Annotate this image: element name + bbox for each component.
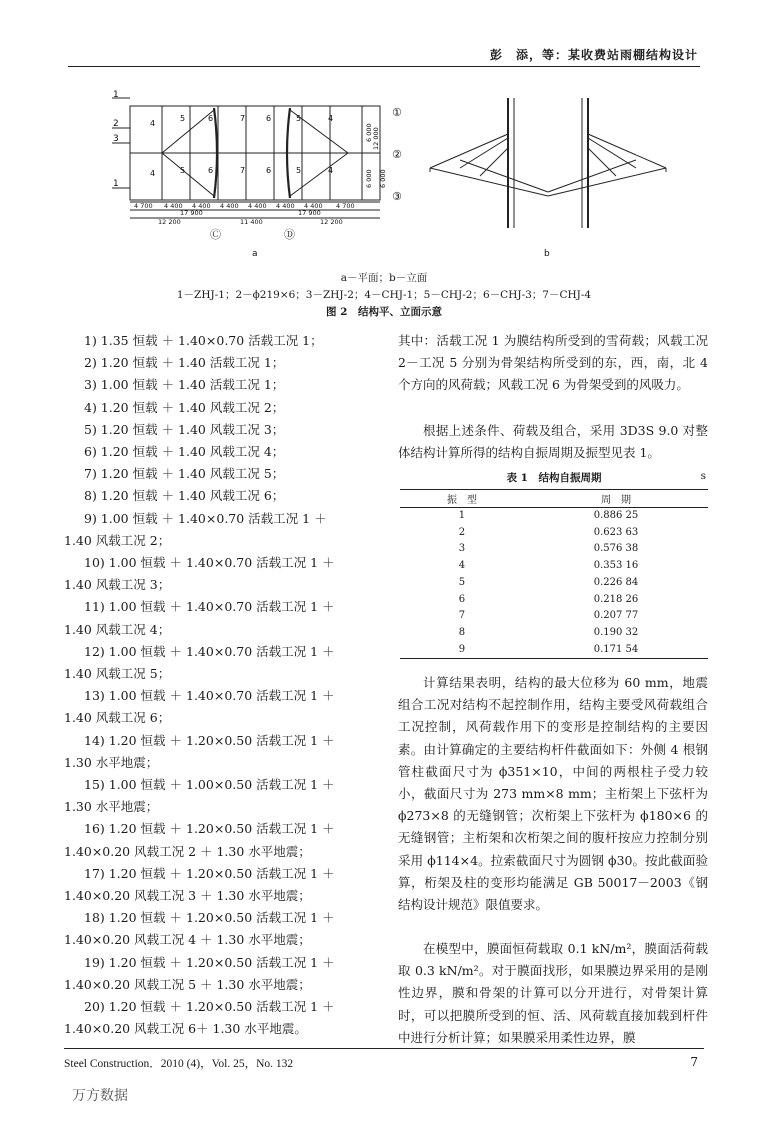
combo-line: 3) 1.00 恒载 ＋ 1.40 活载工况 1； xyxy=(84,377,285,393)
combo-line: 7) 1.20 恒载 ＋ 1.40 风载工况 5； xyxy=(84,466,285,482)
combo-line: 13) 1.00 恒载 ＋ 1.40×0.70 活载工况 1 ＋ xyxy=(84,688,335,704)
combo-line: 17) 1.20 恒载 ＋ 1.20×0.50 活载工况 1 ＋ xyxy=(84,865,335,881)
combo-line: 1.40×0.20 风载工况 6＋ 1.30 水平地震。 xyxy=(64,1021,307,1037)
combo-line: 1.30 水平地震； xyxy=(64,754,159,770)
combo-line: 1.30 水平地震； xyxy=(64,799,159,815)
table-row: 3 0.576 38 xyxy=(458,543,639,555)
page-number: 7 xyxy=(690,1055,698,1069)
paragraph-results: 计算结果表明，结构的最大位移为 60 mm，地震组合工况对结构不起控制作用，结构主要受风荷载组合工况控制，风荷载作用下的变形是控制结构的主要因素。由计算确定的主要结构杆件截面如下：外侧 4 根钢管柱截面尺寸为 ϕ351×10，中间的两根柱子受力较小，截面尺寸为 273 mm×8 mm；主桁架上下弦杆为 ϕ273×8 的无缝钢管；次桁架上下弦杆为 ϕ180×6 的无缝钢管；主桁架和次桁架之间的腹杆按应力控制分别采用 ϕ114×4。拉索截面尺寸为圆钢 ϕ30。按此截面验算，桁架及柱的变形均能满足 GB 50017－2003《钢结构设计规范》限值要求。 xyxy=(398,675,708,913)
dim: 12 000 xyxy=(372,127,380,150)
figure-caption: 图 2 结构平、立面示意 xyxy=(326,306,442,318)
table-row: 6 0.218 26 xyxy=(458,593,639,605)
dim: 11 400 xyxy=(240,218,263,226)
table-row: 2 0.623 63 xyxy=(458,526,639,538)
period-table xyxy=(400,489,708,659)
dim: 4 400 xyxy=(164,202,183,210)
table-row: 4 0.353 16 xyxy=(458,560,639,572)
plan-left-labels xyxy=(113,90,119,189)
table-row: 5 0.226 84 xyxy=(458,576,639,588)
combo-line: 1.40 风载工况 2； xyxy=(64,532,171,548)
combo-line: 9) 1.00 恒载 ＋ 1.40×0.70 活载工况 1 ＋ xyxy=(84,510,327,526)
combo-line: 1.40 风载工况 6； xyxy=(64,710,171,726)
table-unit: s xyxy=(700,470,706,482)
dim: 4 400 xyxy=(304,202,323,210)
member-num: 4 xyxy=(328,114,334,123)
plan-left-num-1: 1 xyxy=(113,90,119,100)
figure-2 xyxy=(100,88,700,268)
member-num: 6 xyxy=(208,114,214,123)
axis-label-d: Ⓓ xyxy=(284,228,295,241)
dim: 6 000 xyxy=(379,169,387,188)
combo-line: 6) 1.20 恒载 ＋ 1.40 风载工况 4； xyxy=(84,444,285,460)
combo-line: 8) 1.20 恒载 ＋ 1.40 风载工况 6； xyxy=(84,488,285,504)
dim: 4 700 xyxy=(134,202,153,210)
dim: 6 000 xyxy=(365,123,373,142)
member-num: 5 xyxy=(180,114,186,123)
header-rule xyxy=(68,66,700,67)
combo-line: 1.40×0.20 风载工况 5 ＋ 1.30 水平地震； xyxy=(64,976,311,992)
paragraph-load-cases: 其中：活载工况 1 为膜结构所受到的雪荷载；风载工况 2－工况 5 分别为骨架结构所受到的东，西，南，北 4 个方向的风荷载；风载工况 6 为骨架受到的风吸力。 xyxy=(398,333,708,393)
dim: 12 200 xyxy=(158,218,181,226)
member-num: 6 xyxy=(266,166,272,175)
load-combinations xyxy=(64,330,384,1041)
plan-left-num-4: 1 xyxy=(113,179,119,189)
dim: 4 400 xyxy=(220,202,239,210)
plan-left-num-2: 2 xyxy=(113,119,119,129)
member-num: 5 xyxy=(180,166,186,175)
dim: 6 000 xyxy=(365,169,373,188)
paragraph-analysis: 根据上述条件、荷载及组合，采用 3D3S 9.0 对整体结构计算所得的结构自振周期及振型见表 1。 xyxy=(398,423,708,461)
axis-label-1: ① xyxy=(392,106,402,119)
combo-line: 4) 1.20 恒载 ＋ 1.40 风载工况 2； xyxy=(84,399,285,415)
elevation-view xyxy=(430,98,666,228)
member-num: 5 xyxy=(296,114,302,123)
figure-2-svg xyxy=(100,88,700,268)
table-header-period: 周 期 xyxy=(524,490,708,508)
dim: 4 700 xyxy=(336,202,355,210)
axis-label-2: ② xyxy=(392,148,402,161)
journal-citation: Steel Construction．2010 (4)，Vol. 25，No. 132 xyxy=(64,1058,294,1070)
plan-view xyxy=(112,98,380,218)
combo-line: 1.40×0.20 风载工况 4 ＋ 1.30 水平地震； xyxy=(64,932,311,948)
combo-line: 1.40×0.20 风载工况 3 ＋ 1.30 水平地震； xyxy=(64,888,311,904)
plan-axis-circles xyxy=(210,106,402,241)
dim: 17 900 xyxy=(180,209,203,217)
member-num: 4 xyxy=(150,169,156,178)
axis-label-3: ③ xyxy=(392,190,402,203)
member-num: 7 xyxy=(240,114,246,123)
combo-line: 5) 1.20 恒载 ＋ 1.40 风载工况 3； xyxy=(84,421,285,437)
elevation-label: b xyxy=(544,249,550,259)
combo-line: 10) 1.00 恒载 ＋ 1.40×0.70 活载工况 1 ＋ xyxy=(84,555,335,571)
dim: 4 400 xyxy=(276,202,295,210)
combo-line: 1.40×0.20 风载工况 2 ＋ 1.30 水平地震； xyxy=(64,843,311,859)
combo-line: 16) 1.20 恒载 ＋ 1.20×0.50 活载工况 1 ＋ xyxy=(84,821,335,837)
table-header-mode: 振 型 xyxy=(400,490,524,508)
plan-label: a xyxy=(252,249,258,259)
dim: 4 400 xyxy=(192,202,211,210)
footer-rule xyxy=(64,1048,704,1049)
watermark: 万方数据 xyxy=(72,1088,128,1104)
dim: 12 200 xyxy=(320,218,343,226)
axis-label-c: Ⓒ xyxy=(210,228,221,241)
member-num: 4 xyxy=(328,166,334,175)
table-title: 表 1 结构自振周期 xyxy=(506,472,602,484)
table-row: 8 0.190 32 xyxy=(458,626,639,638)
combo-line: 15) 1.00 恒载 ＋ 1.00×0.50 活载工况 1 ＋ xyxy=(84,777,335,793)
figure-subcaption: a－平面；b－立面 xyxy=(340,272,428,284)
member-num: 4 xyxy=(150,119,156,128)
combo-line: 2) 1.20 恒载 ＋ 1.40 活载工况 1； xyxy=(84,355,285,371)
plan-member-labels xyxy=(150,114,333,178)
plan-dimensions xyxy=(134,123,387,226)
paragraph-membrane: 在模型中，膜面恒荷载取 0.1 kN/m²，膜面活荷载取 0.3 kN/m²。对于膜面找形，如果膜边界采用的是刚性边界，膜和骨架的计算可以分开进行，对骨架计算时，可以把膜所受到的恒、活、风荷载直接加载到杆件中进行分析计算；如果膜采用柔性边界，膜 xyxy=(398,941,708,1045)
table-row: 7 0.207 77 xyxy=(458,610,639,622)
dim: 17 900 xyxy=(298,209,321,217)
figure-legend: 1－ZHJ-1；2－ϕ219×6；3－ZHJ-2；4－CHJ-1；5－CHJ-2；6－CHJ-3；7－CHJ-4 xyxy=(176,289,592,301)
combo-line: 18) 1.20 恒载 ＋ 1.20×0.50 活载工况 1 ＋ xyxy=(84,910,335,926)
combo-line: 1.40 风载工况 3； xyxy=(64,577,171,593)
member-num: 7 xyxy=(240,166,246,175)
combo-line: 1) 1.35 恒载 ＋ 1.40×0.70 活载工况 1； xyxy=(84,333,323,348)
member-num: 5 xyxy=(296,166,302,175)
plan-left-num-3: 3 xyxy=(113,134,119,144)
combo-line: 11) 1.00 恒载 ＋ 1.40×0.70 活载工况 1 ＋ xyxy=(84,599,335,615)
running-title: 彭 添，等：某收费站雨棚结构设计 xyxy=(489,48,698,62)
combo-line: 19) 1.20 恒载 ＋ 1.20×0.50 活载工况 1 ＋ xyxy=(84,954,335,970)
combo-line: 20) 1.20 恒载 ＋ 1.20×0.50 活载工况 1 ＋ xyxy=(84,999,335,1015)
table-row: 9 0.171 54 xyxy=(400,642,708,659)
combo-line: 14) 1.20 恒载 ＋ 1.20×0.50 活载工况 1 ＋ xyxy=(84,732,335,748)
table-row: 1 0.886 25 xyxy=(458,510,639,522)
combo-line: 1.40 风载工况 4； xyxy=(64,621,171,637)
combo-line: 12) 1.00 恒载 ＋ 1.40×0.70 活载工况 1 ＋ xyxy=(84,643,335,659)
member-num: 6 xyxy=(266,114,272,123)
combo-line: 1.40 风载工况 5； xyxy=(64,666,171,682)
member-num: 6 xyxy=(208,166,214,175)
dim: 4 400 xyxy=(248,202,267,210)
